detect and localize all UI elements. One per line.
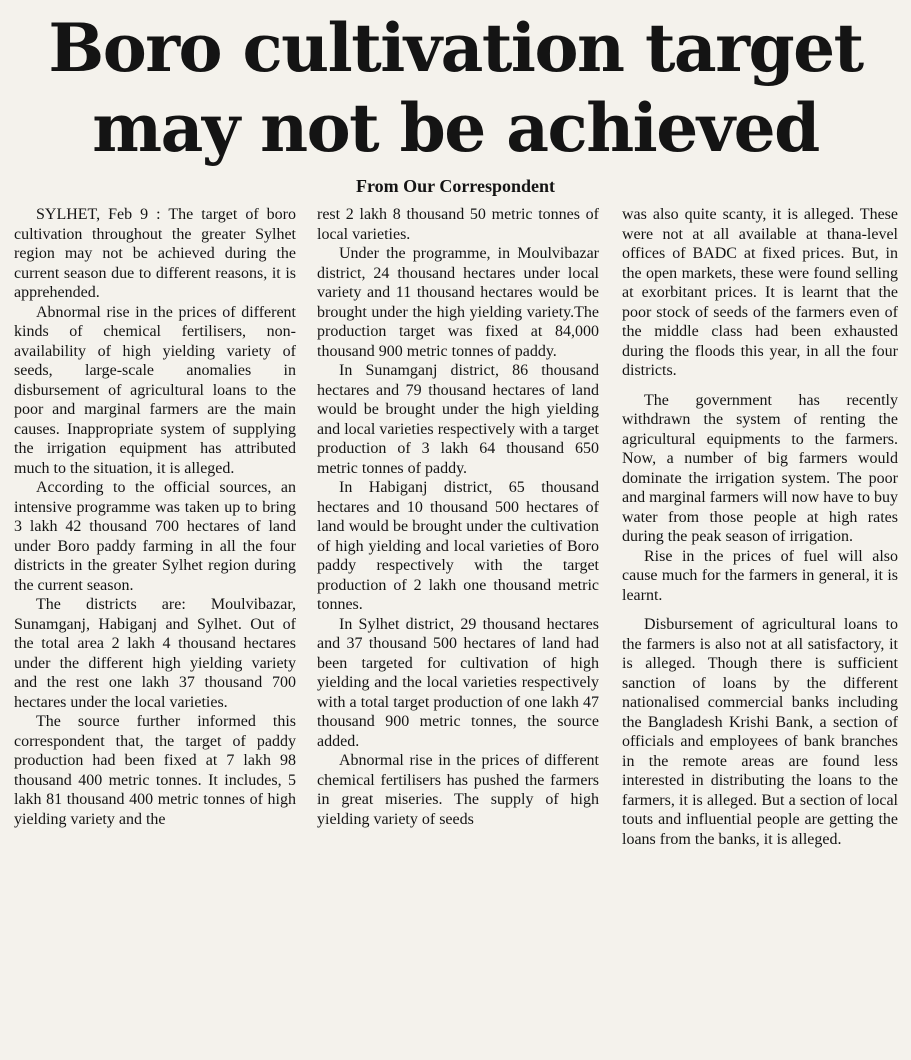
- paragraph: Under the programme, in Moulvibazar district, 24 thousand hectares under local variety and 11 thousand hectares would be brought under the high yielding variety.The production target was fixed at 84,000 thousand 900 metric tonnes of paddy.: [317, 245, 599, 360]
- headline-line-2: may not be achieved: [92, 89, 819, 167]
- paragraph: Rise in the prices of fuel will also cause much for the farmers in general, it is learnt.: [622, 547, 898, 604]
- paragraph: In Habiganj district, 65 thousand hectares and 10 thousand 500 hectares of land would be brought under the cultivation of high yielding and local varieties of Boro paddy respectively with the target production of 2 lakh one thousand metric tonnes.: [317, 479, 599, 613]
- headline-line-1: Boro cultivation target: [48, 9, 863, 87]
- article-column-1: [14, 205, 296, 829]
- article-column-2: [317, 205, 599, 829]
- paragraph: According to the official sources, an intensive programme was taken up to bring 3 lakh 42 thousand 700 hectares of land under Boro paddy farming in all the four districts in the greater Sylhet region during the current season.: [14, 479, 296, 594]
- paragraph: Abnormal rise in the prices of different chemical fertilisers has pushed the farmers in great miseries. The supply of high yielding variety of seeds: [317, 752, 599, 828]
- paragraph: The government has recently withdrawn the system of renting the agricultural equipments to the farmers. Now, a number of big farmers would dominate the irrigation system. The poor and marginal farmers will now have to buy water from those people at high rates during the peak season of irrigation.: [622, 391, 898, 545]
- paragraph: Disbursement of agricultural loans to the farmers is also not at all satisfactory, it is alleged. Though there is sufficient sanction of loans by the different nationalised commercial banks including the Bangladesh Krishi Bank, a section of officials and employees of bank branches in the remote areas are found less interested in distributing the loans to the farmers, it is alleged. But a section of local touts and influential people are getting the loans from the banks, it is alleged.: [622, 616, 898, 848]
- paragraph: In Sunamganj district, 86 thousand hectares and 79 thousand hectares of land would be brought under the high yielding and local varieties respectively with a target production of 3 lakh 64 thousand 650 metric tonnes of paddy.: [317, 362, 599, 477]
- paragraph: was also quite scanty, it is alleged. These were not at all available at thana-level offices of BADC at fixed prices. But, in the open markets, these were found selling at exorbitant prices. It is learnt that the poor stock of seeds of the farmers even of the middle class had been exhausted during the floods this year, in all the four districts.: [622, 206, 898, 379]
- paragraph: rest 2 lakh 8 thousand 50 metric tonnes of local varieties.: [317, 206, 599, 243]
- paragraph: The source further informed this correspondent that, the target of paddy production had been fixed at 7 lakh 98 thousand 400 metric tonnes. It includes, 5 lakh 81 thousand 400 metric tonnes of high yielding variety and the: [14, 713, 296, 828]
- article-column-3: [622, 205, 898, 849]
- byline: From Our Correspondent: [355, 176, 555, 196]
- paragraph: In Sylhet district, 29 thousand hectares and 37 thousand 500 hectares of land had been targeted for cultivation of high yielding and the local varieties respectively with a total target production of one lakh 47 thousand 900 metric tonnes, the source added.: [317, 615, 599, 750]
- paragraph: Abnormal rise in the prices of different kinds of chemical fertilisers, non-availability of high yielding variety of seeds, large-scale anomalies in disbursement of agricultural loans to the poor and marginal farmers are the main causes. Inappropriate system of supplying the irrigation equipment has attributed much to the situation, it is alleged.: [14, 303, 296, 477]
- paragraph: The districts are: Moulvibazar, Sunamganj, Habiganj and Sylhet. Out of the total area 2 lakh 4 thousand hectares under the different high yielding variety and the rest one lakh 37 thousand 700 hectares under the local varieties.: [14, 596, 296, 711]
- paragraph: SYLHET, Feb 9 : The target of boro cultivation throughout the greater Sylhet region may not be achieved during the current season due to different reasons, it is apprehended.: [14, 206, 296, 301]
- headline: [0, 8, 911, 168]
